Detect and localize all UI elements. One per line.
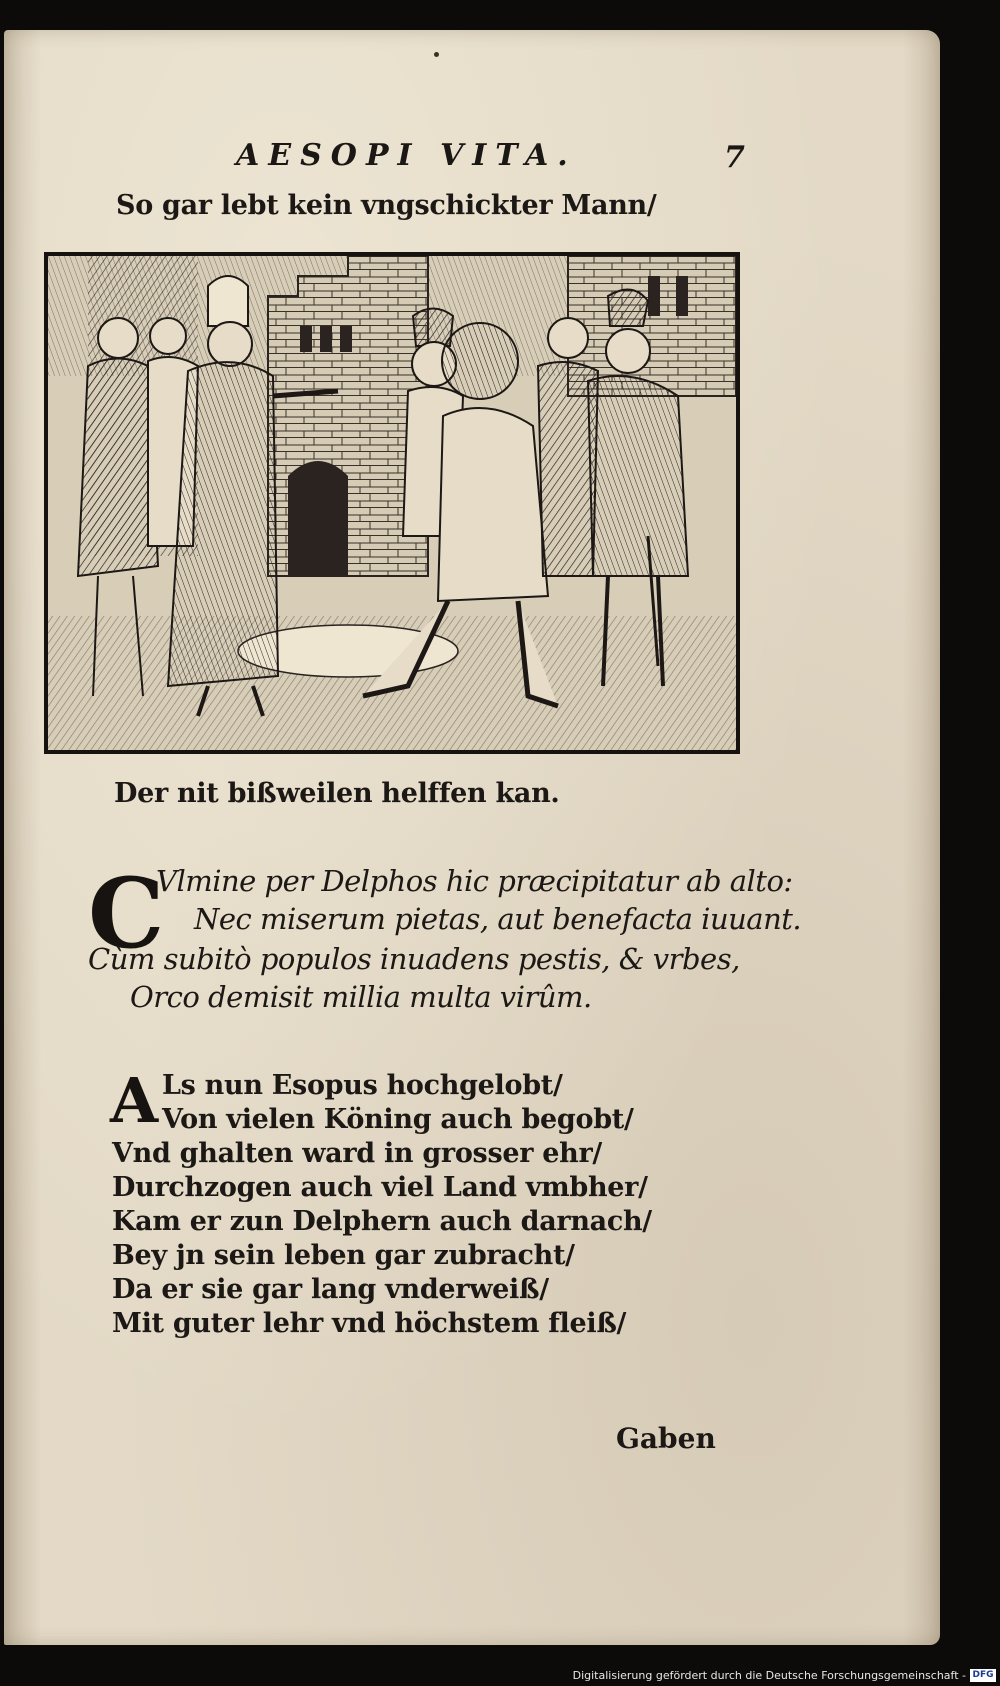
german-initial: A bbox=[110, 1064, 159, 1137]
dfg-logo-icon: DFG bbox=[970, 1669, 996, 1682]
german-line-6: Bey jn sein leben gar zubracht/ bbox=[112, 1240, 575, 1271]
latin-line-1: Vlmine per Delphos hic præcipitatur ab alto: bbox=[156, 864, 793, 898]
german-line-7: Da er sie gar lang vnderweiß/ bbox=[112, 1274, 549, 1305]
latin-initial: C bbox=[88, 857, 165, 970]
german-line-3: Vnd ghalten ward in grosser ehr/ bbox=[112, 1138, 602, 1169]
caption-bottom: Der nit bißweilen helffen kan. bbox=[114, 778, 560, 809]
woodcut-drawing bbox=[48, 256, 736, 750]
german-line-2: Von vielen Köning auch begobt/ bbox=[162, 1104, 634, 1135]
german-line-1: Ls nun Esopus hochgelobt/ bbox=[162, 1070, 563, 1101]
running-title: AESOPI VITA. bbox=[236, 138, 577, 173]
latin-line-4: Orco demisit millia multa virûm. bbox=[130, 980, 592, 1014]
caption-top: So gar lebt kein vngschickter Mann/ bbox=[116, 190, 657, 221]
paper-speck bbox=[434, 52, 439, 57]
page-number: 7 bbox=[724, 140, 745, 175]
woodcut-illustration bbox=[44, 252, 740, 754]
digitization-credit: Digitalisierung gefördert durch die Deutsche Forschungsgemeinschaft - bbox=[572, 1669, 966, 1682]
german-line-8: Mit guter lehr vnd höchstem fleiß/ bbox=[112, 1308, 627, 1339]
german-line-4: Durchzogen auch viel Land vmbher/ bbox=[112, 1172, 648, 1203]
latin-line-2: Nec miserum pietas, aut benefacta iuuant. bbox=[194, 902, 802, 936]
catchword: Gaben bbox=[616, 1422, 716, 1455]
german-line-5: Kam er zun Delphern auch darnach/ bbox=[112, 1206, 652, 1237]
latin-line-3: Cùm subitò populos inuadens pestis, & vrbes, bbox=[88, 942, 740, 976]
book-page bbox=[4, 30, 940, 1645]
